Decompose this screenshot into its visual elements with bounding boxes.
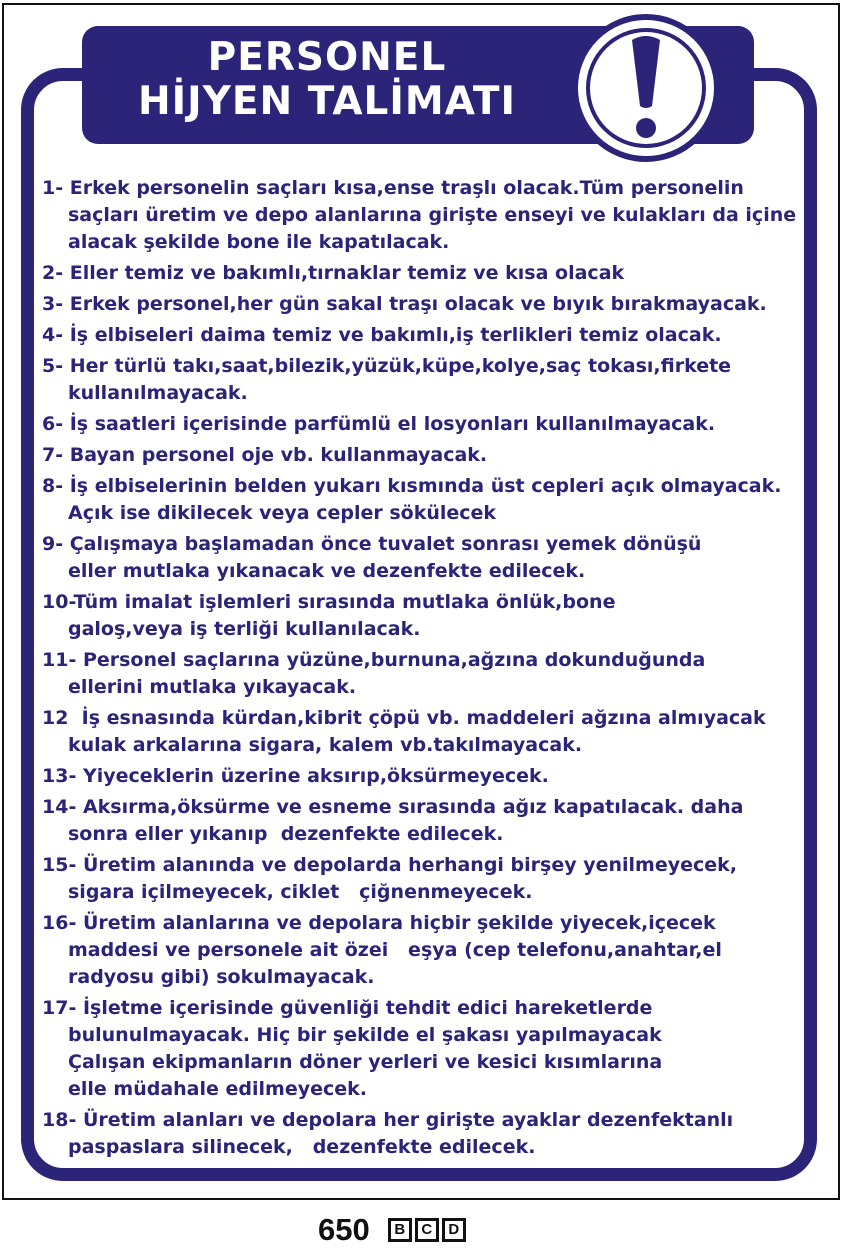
rule-line: 7- Bayan personel oje vb. kullanmayacak. [42,444,488,466]
rule-line: radyosu gibi) sokulmayacak. [68,966,375,988]
footer [318,1212,466,1248]
rule-line: 10-Tüm imalat işlemleri sırasında mutlaka önlük,bone [42,591,616,613]
rule-line: saçları üretim ve depo alanlarına girişte enseyi ve kulakları da içine [68,204,797,226]
list-item [42,260,802,287]
rule-line: 17- İşletme içerisinde güvenliği tehdit edici hareketlerde [42,997,653,1019]
rule-line: 5- Her türlü takı,saat,bilezik,yüzük,küpe,kolye,saç tokası,firkete [42,355,732,377]
rule-line: alacak şekilde bone ile kapatılacak. [68,231,450,253]
rule-line: ellerini mutlaka yıkayacak. [68,676,357,698]
rule-line: 9- Çalışmaya başlamadan önce tuvalet sonrası yemek dönüşü [42,533,702,555]
instruction-list [42,175,802,1165]
list-item [42,705,802,759]
list-item [42,175,802,256]
rule-line: 1- Erkek personelin saçları kısa,ense traşlı olacak.Tüm personelin [42,177,744,199]
rule-line: elle müdahale edilmeyecek. [68,1078,367,1100]
rule-line: 12 İş esnasında kürdan,kibrit çöpü vb. maddeleri ağzına almıyacak [42,707,766,729]
list-item [42,589,802,643]
rule-line: 16- Üretim alanlarına ve depolara hiçbir şekilde yiyecek,içecek [42,912,716,934]
rule-line: kullanılmayacak. [68,382,248,404]
brand-logo [388,1218,466,1242]
rule-line: 18- Üretim alanları ve depolara her girişte ayaklar dezenfektanlı [42,1109,734,1131]
rule-line: kulak arkalarına sigara, kalem vb.takılmayacak. [68,734,583,756]
rule-line: sonra eller yıkanıp dezenfekte edilecek. [68,823,504,845]
title-line-2: HİJYEN TALİMATI [138,79,516,124]
rule-line: galoş,veya iş terliği kullanılacak. [68,618,421,640]
list-item [42,442,802,469]
rule-line: paspaslara silinecek, dezenfekte edilecek. [68,1136,536,1158]
product-code: 650 [318,1212,370,1247]
list-item [42,852,802,906]
list-item [42,647,802,701]
list-item [42,1107,802,1161]
rule-line: sigara içilmeyecek, ciklet çiğnenmeyecek. [68,881,533,903]
list-item [42,291,802,318]
list-item [42,322,802,349]
list-item [42,531,802,585]
brand-letter-c: C [415,1218,439,1242]
rule-line: 6- İş saatleri içerisinde parfümlü el losyonları kullanılmayacak. [42,413,716,435]
rule-line: 3- Erkek personel,her gün sakal traşı olacak ve bıyık bırakmayacak. [42,293,767,315]
rule-line: 8- İş elbiselerinin belden yukarı kısmında üst cepleri açık olmayacak. [42,475,782,497]
rule-line: 15- Üretim alanında ve depolarda herhangi birşey yenilmeyecek, [42,854,738,876]
list-item [42,353,802,407]
brand-letter-d: D [442,1218,466,1242]
rule-line: Açık ise dikilecek veya cepler sökülecek [68,502,497,524]
list-item [42,411,802,438]
list-item [42,794,802,848]
title-line-1: PERSONEL [207,35,447,80]
list-item [42,473,802,527]
list-item [42,995,802,1103]
list-item [42,763,802,790]
page-title [92,36,562,124]
rule-line: 4- İş elbiseleri daima temiz ve bakımlı,iş terlikleri temiz olacak. [42,324,722,346]
brand-letter-b: B [388,1218,412,1242]
rule-line: 2- Eller temiz ve bakımlı,tırnaklar temiz ve kısa olacak [42,262,625,284]
exclamation-icon [572,14,720,162]
rule-line: 11- Personel saçlarına yüzüne,burnuna,ağzına dokunduğunda [42,649,706,671]
rule-line: Çalışan ekipmanların döner yerleri ve kesici kısımlarına [68,1051,663,1073]
list-item [42,910,802,991]
rule-line: eller mutlaka yıkanacak ve dezenfekte edilecek. [68,560,586,582]
rule-line: 13- Yiyeceklerin üzerine aksırıp,öksürmeyecek. [42,765,549,787]
rule-line: 14- Aksırma,öksürme ve esneme sırasında ağız kapatılacak. daha [42,796,744,818]
rule-line: maddesi ve personele ait özei eşya (cep telefonu,anahtar,el [68,939,722,961]
rule-line: bulunulmayacak. Hiç bir şekilde el şakası yapılmayacak [68,1024,662,1046]
